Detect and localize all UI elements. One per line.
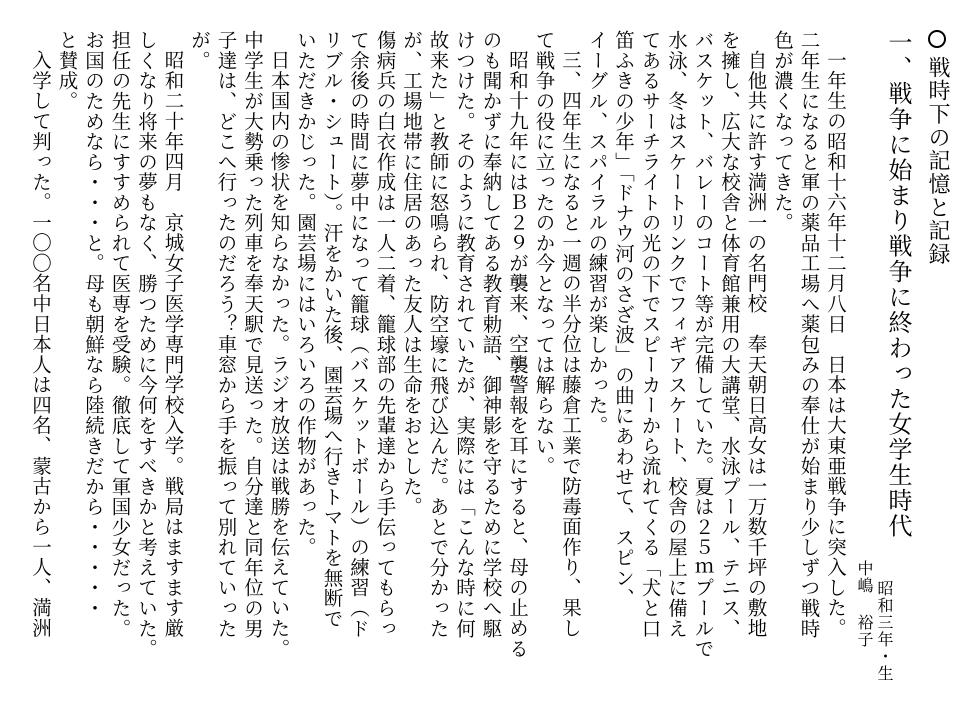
body-line: お国のためなら・・・と。母も朝鮮なら陸続きだから・・・・・ xyxy=(82,30,105,619)
section-title: 戦時下の記憶と記録 xyxy=(925,56,950,266)
author-class: 昭和三年・生 xyxy=(875,580,894,682)
body-line: 昭和二十年四月 京城女子医学専門学校入学。戦局はますます厳 xyxy=(161,49,185,638)
author-block xyxy=(854,560,874,648)
article-title: 一、戦争に始まり戦争に終わった女学生時代 xyxy=(884,30,912,539)
body-line: 昭和十九年にはＢ２９が襲来、空襲警報を耳にすると、母の止める xyxy=(506,49,529,658)
body-line: 自他共に許す満洲一の名門校 奉天朝日高女は一万数千坪の敷地 xyxy=(744,49,768,638)
body-line: 笛ふきの少年」「ドナウ河のさざ波」の曲にあわせて、スピン、 xyxy=(612,30,635,609)
body-line: てあるサーチライトの光の下でスピーカーから流れてくる「犬と口 xyxy=(638,30,662,639)
body-line: 二年生になると軍の薬品工場へ薬包みの奉仕が始まり少しずつ戦時 xyxy=(797,30,821,639)
body-line: 水泳、冬はスケートリンクでフィギアスケート、校舎の屋上に備え xyxy=(665,30,688,639)
body-text xyxy=(27,30,849,659)
body-line: 故来た」と教師に怒鳴られ、防空壕に飛び込んだ。あとで分かった xyxy=(426,30,450,639)
circle-bullet-icon xyxy=(928,30,946,48)
body-line: が。 xyxy=(188,30,211,71)
body-line: 日本国内の惨状を知らなかった。ラジオ放送は戦勝を伝えていた。 xyxy=(267,49,291,658)
body-line: 入学して判った。一〇〇名中日本人は四名、蒙古から一人、満洲 xyxy=(29,49,52,638)
body-line: 色が濃くなってきた。 xyxy=(771,30,794,233)
body-line: て余後の時間に夢中になって籠球（バスケットボール）の練習（ド xyxy=(347,30,370,639)
body-line: リブル・シュート）。汗をかいた後、園芸場へ行きトマトを無断で xyxy=(320,30,344,629)
body-line: と賛成。 xyxy=(55,30,79,112)
body-line: けつけた。そのように教育されていたが、実際には「こんな時に何 xyxy=(453,30,476,639)
section-heading xyxy=(922,30,952,266)
body-line: 三、四年生になると一週の半分位は藤倉工業で防毒面作り、果し xyxy=(559,49,582,638)
body-line: いただきかじった。園芸場にはいろいろの作物があった。 xyxy=(294,30,317,558)
body-line: 担任の先生にすすめられて医専を受験。徹底して軍国少女だった。 xyxy=(108,30,132,639)
body-line: 中学生が大勢乗った列車を奉天駅で見送った。自分達と同年位の男 xyxy=(241,30,264,639)
body-line: て戦争の役に立ったのか今となっては解らない。 xyxy=(532,30,556,477)
body-line: を擁し、広大な校舎と体育館兼用の大講堂、水泳プール、テニス、 xyxy=(718,30,741,639)
body-line: バスケット、バレーのコート等が完備していた。夏は２５ｍプールで xyxy=(691,30,715,659)
body-line: 一年生の昭和十六年十二月八日 日本は大東亜戦争に突入した。 xyxy=(824,49,847,638)
author-name: 中嶋 裕子 xyxy=(855,560,874,648)
body-line: 子達は、どこへ行ったのだろう？車窓から手を振って別れていった xyxy=(214,30,238,639)
body-line: しくなり将来の夢もなく、勝つために今何をすべきかと考えていた。 xyxy=(135,30,158,659)
body-line: イーグル、スパイラルの練習が楽しかった。 xyxy=(585,30,609,436)
body-line: のも聞かずに奉納してある教育勅語、御神影を守るために学校へ駆 xyxy=(479,30,503,639)
body-line: 傷病兵の白衣作成は一人二着、籠球部の先輩達から手伝ってもらっ xyxy=(373,30,397,639)
body-line: が、工場地帯に住居のあった友人は生命をおとした。 xyxy=(400,30,423,517)
